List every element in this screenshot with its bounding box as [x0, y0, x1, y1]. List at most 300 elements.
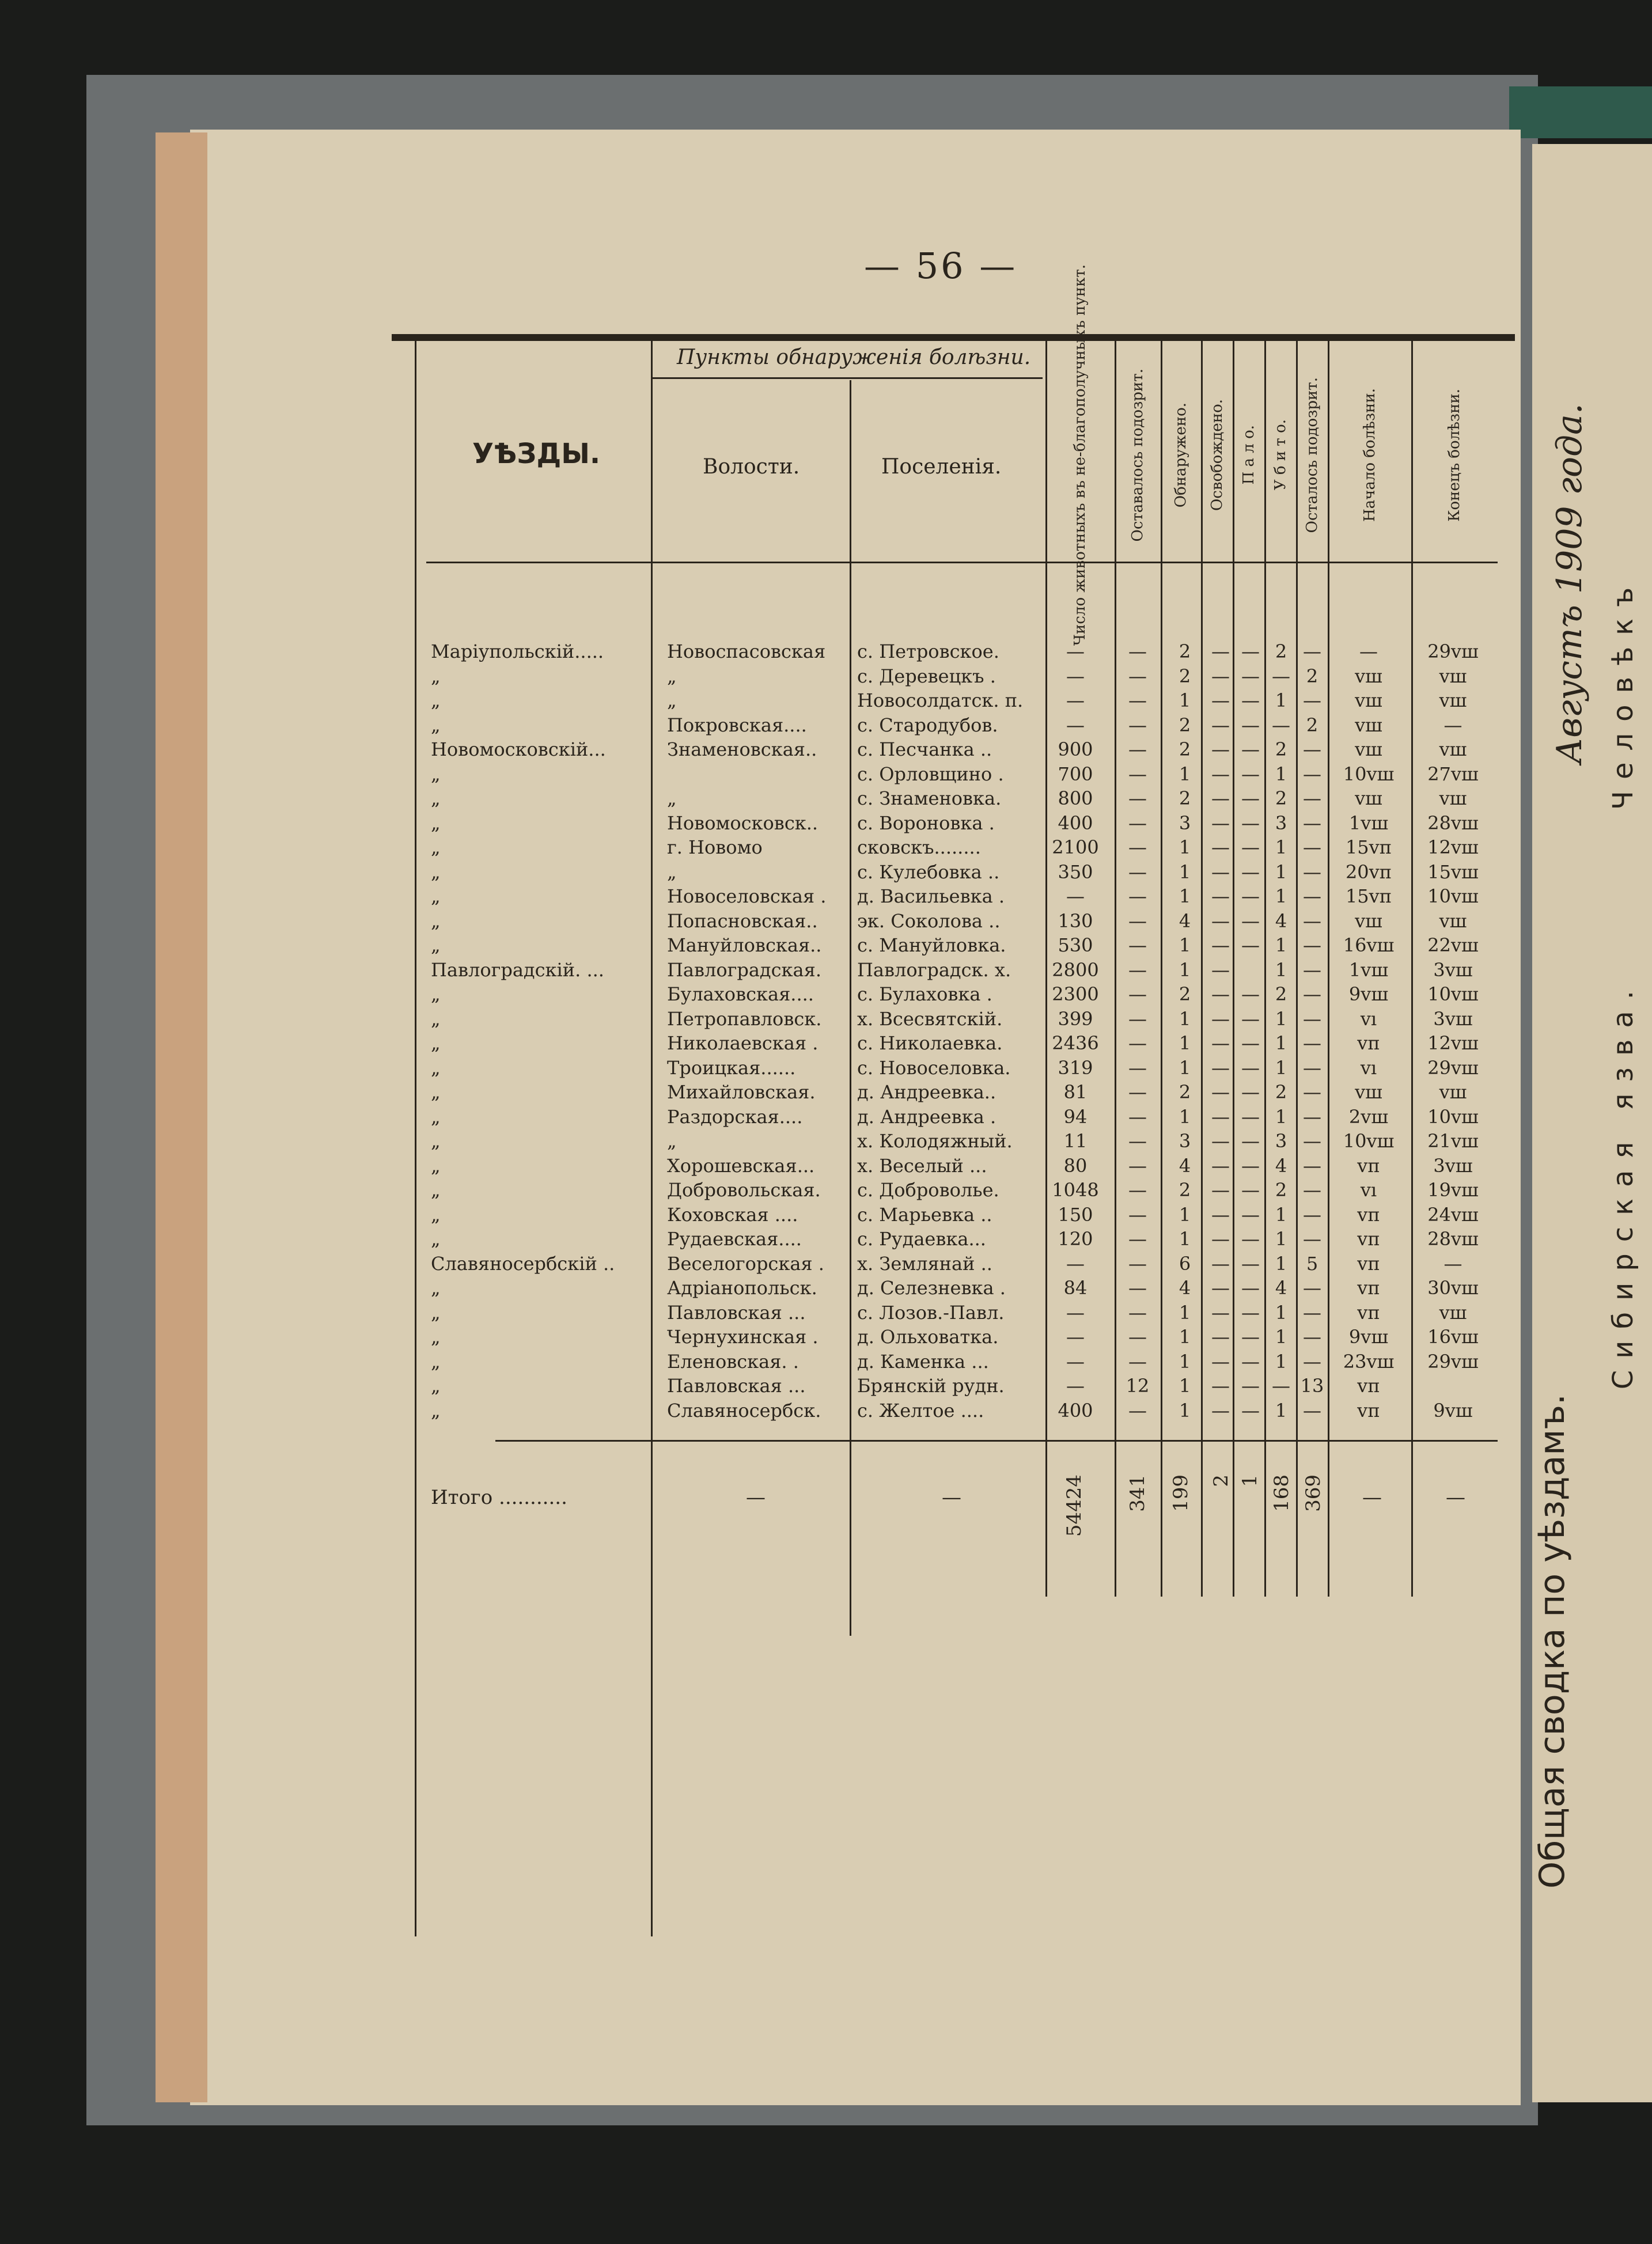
cell-value: 1vш	[1348, 958, 1389, 981]
cell-value: —	[1128, 763, 1147, 785]
cell-value: —	[1128, 1105, 1147, 1128]
cell-value: 2	[1306, 714, 1318, 736]
cell-value: —	[1443, 1252, 1462, 1275]
cell-value: 1	[1275, 861, 1287, 883]
cell-value: —	[1303, 1081, 1321, 1103]
cell-volost: Еленовская. .	[667, 1350, 799, 1373]
cell-poselenie: с. Лозов.-Павл.	[857, 1301, 1005, 1324]
totals-label: Итого ...........	[431, 1486, 567, 1509]
cell-poselenie: Брянскій рудн.	[857, 1375, 1005, 1397]
cell-uezd: Павлоградскій. ...	[431, 958, 604, 981]
cell-value: 1	[1275, 836, 1287, 858]
cell-value: vı	[1360, 1056, 1377, 1079]
header-col-freed: Освобождено.	[1208, 399, 1226, 511]
cell-poselenie: Новосолдатск. п.	[857, 689, 1024, 711]
table-row	[426, 909, 1498, 933]
cell-uezd: „	[431, 1277, 441, 1299]
cell-value: —	[1241, 1105, 1260, 1128]
cell-value: —	[1241, 861, 1260, 883]
cell-value: vı	[1360, 1179, 1377, 1201]
cell-value: 1	[1179, 1105, 1191, 1128]
cell-value: —	[1128, 1007, 1147, 1030]
cell-value: 1	[1275, 1228, 1287, 1250]
cell-value: 350	[1058, 861, 1093, 883]
cell-value: 1	[1275, 1252, 1287, 1275]
cell-value: 94	[1063, 1105, 1088, 1128]
cell-value: 2	[1179, 640, 1191, 662]
table-row	[426, 664, 1498, 688]
cell-value: —	[1241, 640, 1260, 662]
col-line	[415, 341, 416, 1936]
cell-volost: Новоспасовская	[667, 640, 826, 662]
cell-value: vп	[1357, 1032, 1380, 1054]
header-col-remained-suspect: Оставалось подозрит.	[1129, 368, 1147, 542]
cell-value: 150	[1058, 1203, 1093, 1226]
cell-value: —	[1066, 665, 1085, 687]
cell-value: vш	[1439, 1081, 1467, 1103]
table-row	[426, 1056, 1498, 1080]
cell-value: 1	[1179, 1399, 1191, 1422]
cell-volost: Раздорская....	[667, 1105, 803, 1128]
cell-value: 2	[1179, 983, 1191, 1005]
cell-poselenie: с. Стародубов.	[857, 714, 998, 736]
cell-value: —	[1128, 958, 1147, 981]
cell-value: —	[1066, 885, 1085, 907]
cell-value: —	[1128, 1228, 1147, 1250]
cell-value: —	[1241, 1203, 1260, 1226]
cell-value: —	[1211, 812, 1230, 834]
cell-value: 1	[1275, 689, 1287, 711]
cell-value: 1	[1179, 1007, 1191, 1030]
cell-value: 800	[1058, 787, 1093, 809]
cell-value: —	[1211, 1032, 1230, 1054]
page-number: — 56 —	[864, 245, 1018, 287]
cell-value: —	[1128, 1154, 1147, 1177]
cell-uezd: „	[431, 1105, 441, 1128]
cell-value: —	[1303, 1179, 1321, 1201]
cell-value: —	[1303, 1228, 1321, 1250]
cell-value: —	[1211, 1056, 1230, 1079]
cell-value: 2	[1179, 1081, 1191, 1103]
cell-uezd: „	[431, 787, 441, 809]
cell-value: vш	[1355, 909, 1382, 932]
cell-value: —	[1211, 1154, 1230, 1177]
cell-value: —	[1303, 861, 1321, 883]
cell-value: —	[1241, 714, 1260, 736]
table-row	[426, 958, 1498, 982]
cell-volost: Мануйловская..	[667, 934, 822, 956]
cell-value: —	[1303, 787, 1321, 809]
cell-value: —	[1241, 1326, 1260, 1348]
cell-value: —	[1272, 665, 1290, 687]
cell-poselenie: с. Марьевка ..	[857, 1203, 992, 1226]
cell-value: —	[1303, 836, 1321, 858]
cell-value: —	[1303, 1130, 1321, 1152]
cell-poselenie: х. Землянай ..	[857, 1252, 992, 1275]
cell-value: vш	[1355, 689, 1382, 711]
header-col-animals: Число животныхъ въ не-благополучныхъ пункт.	[1071, 264, 1089, 646]
cell-value: —	[1066, 689, 1085, 711]
cell-value: 4	[1275, 1277, 1287, 1299]
header-col-killed: У б и т о.	[1271, 419, 1289, 491]
cell-value: 1	[1179, 1032, 1191, 1054]
cell-value: 1	[1179, 1301, 1191, 1324]
cell-uezd: „	[431, 885, 441, 907]
cell-value: —	[1241, 689, 1260, 711]
cell-poselenie: д. Ольховатка.	[857, 1326, 999, 1348]
cell-uezd: „	[431, 689, 441, 711]
cell-value: 2	[1179, 738, 1191, 760]
cell-value: —	[1241, 1130, 1260, 1152]
cell-value: —	[1211, 714, 1230, 736]
cell-value: —	[1128, 1179, 1147, 1201]
cell-value: 81	[1063, 1081, 1088, 1103]
cell-value: —	[1128, 983, 1147, 1005]
table-row	[426, 835, 1498, 859]
cell-value: 2	[1179, 1179, 1191, 1201]
cell-poselenie: д. Андреевка .	[857, 1105, 996, 1128]
cell-poselenie: х. Всесвятскій.	[857, 1007, 1003, 1030]
cell-value: 399	[1058, 1007, 1093, 1030]
cell-value: —	[1303, 958, 1321, 981]
cell-value: —	[1211, 1081, 1230, 1103]
cell-value: —	[1211, 1252, 1230, 1275]
cell-uezd: „	[431, 1326, 441, 1348]
cell-value: —	[1241, 1228, 1260, 1250]
cell-volost: Славяносербск.	[667, 1399, 821, 1422]
table-row	[426, 1007, 1498, 1031]
cell-value: —	[1128, 714, 1147, 736]
cell-value: 1	[1275, 958, 1287, 981]
cell-volost: „	[667, 665, 677, 687]
table-row	[426, 786, 1498, 810]
cell-value: 4	[1179, 1277, 1191, 1299]
table-row	[426, 1276, 1498, 1300]
cell-volost: „	[667, 787, 677, 809]
cell-value: 2vш	[1348, 1105, 1389, 1128]
cell-value: 2	[1179, 665, 1191, 687]
cell-poselenie: д. Селезневка .	[857, 1277, 1006, 1299]
cell-volost: Булаховская....	[667, 983, 814, 1005]
table-row	[426, 1203, 1498, 1227]
cell-value: —	[1211, 958, 1230, 981]
table-row	[426, 811, 1498, 835]
page-edge	[156, 132, 207, 2102]
cell-value: —	[1128, 665, 1147, 687]
cell-volost: Хорошевская...	[667, 1154, 815, 1177]
cell-value: —	[1066, 1252, 1085, 1275]
cell-value: 1	[1179, 1203, 1191, 1226]
cell-value: 22vш	[1427, 934, 1479, 956]
cell-value: 27vш	[1427, 763, 1479, 785]
cell-value: —	[1128, 861, 1147, 883]
cell-value: —	[1241, 934, 1260, 956]
cell-volost: Новомосковск..	[667, 812, 819, 834]
cell-value: —	[1211, 1203, 1230, 1226]
cell-poselenie: с. Мануйловка.	[857, 934, 1006, 956]
cell-value: —	[1241, 1179, 1260, 1201]
cell-volost: Новоселовская .	[667, 885, 827, 907]
cell-value: —	[1128, 1277, 1147, 1299]
table-row	[426, 1374, 1498, 1398]
cell-uezd: „	[431, 1228, 441, 1250]
cell-value: —	[1443, 714, 1462, 736]
cell-value: 2	[1275, 1081, 1287, 1103]
cell-value: 1	[1179, 934, 1191, 956]
cell-value: 1	[1179, 836, 1191, 858]
table-row	[426, 1154, 1498, 1178]
cell-uezd: „	[431, 836, 441, 858]
cell-value: —	[1303, 812, 1321, 834]
cell-value: 2	[1275, 738, 1287, 760]
cell-value: —	[1211, 665, 1230, 687]
cell-value: 400	[1058, 812, 1093, 834]
table-row	[426, 1105, 1498, 1129]
cell-value: —	[1241, 1081, 1260, 1103]
cell-uezd: „	[431, 1056, 441, 1079]
cell-value: 24vш	[1427, 1203, 1479, 1226]
cell-value: 21vш	[1427, 1130, 1479, 1152]
header-poseleniya: Поселенія.	[881, 455, 1002, 479]
cell-uezd: „	[431, 1350, 441, 1373]
cell-value: vı	[1360, 1007, 1377, 1030]
cell-value: 10vш	[1343, 763, 1395, 785]
cell-value: vп	[1357, 1252, 1380, 1275]
header-col-detected: Обнаружено.	[1172, 402, 1190, 508]
cell-uezd: „	[431, 714, 441, 736]
table-row	[426, 1325, 1498, 1349]
table-row	[426, 1252, 1498, 1276]
side-chelovek: Человѣкъ	[1607, 576, 1639, 810]
cell-value: —	[1128, 934, 1147, 956]
cell-poselenie: х. Веселый ...	[857, 1154, 987, 1177]
cell-volost: Петропавловск.	[667, 1007, 822, 1030]
cell-poselenie: с. Желтое ....	[857, 1399, 984, 1422]
cell-value: —	[1211, 1130, 1230, 1152]
cell-value: 1	[1179, 1056, 1191, 1079]
cell-value: —	[1211, 1007, 1230, 1030]
cell-value: —	[1128, 1203, 1147, 1226]
table-top-rule	[392, 334, 1515, 341]
cell-value: vш	[1439, 665, 1467, 687]
cell-value: —	[1241, 738, 1260, 760]
cell-value: —	[1128, 1056, 1147, 1079]
cell-value: 28vш	[1427, 812, 1479, 834]
total-value: 168	[1270, 1474, 1293, 1512]
table-row	[426, 982, 1498, 1006]
table-row	[426, 1301, 1498, 1325]
cell-value: —	[1241, 1399, 1260, 1422]
cell-value: 1	[1275, 1350, 1287, 1373]
cell-value: 2436	[1052, 1032, 1099, 1054]
cell-value: —	[1303, 689, 1321, 711]
cell-uezd: „	[431, 1203, 441, 1226]
cell-poselenie: Павлоградск. х.	[857, 958, 1011, 981]
cell-value: 1	[1275, 1203, 1287, 1226]
cell-value: 3vш	[1433, 958, 1473, 981]
cell-value: vш	[1355, 738, 1382, 760]
header-col-end: Конецъ болѣзни.	[1446, 388, 1464, 522]
cell-value: vп	[1357, 1277, 1380, 1299]
cell-value: —	[1241, 1350, 1260, 1373]
total-value: 341	[1126, 1474, 1149, 1512]
cell-value: —	[1128, 1350, 1147, 1373]
cell-value: —	[1066, 714, 1085, 736]
cell-value: 1048	[1052, 1179, 1099, 1201]
cell-value: 2100	[1052, 836, 1099, 858]
total-value: 369	[1302, 1474, 1325, 1512]
cell-value: —	[1303, 1007, 1321, 1030]
cell-value: 5	[1306, 1252, 1318, 1275]
cell-value: vп	[1357, 1375, 1380, 1397]
green-binding	[1509, 86, 1652, 138]
cell-value: vп	[1357, 1301, 1380, 1324]
cell-value: —	[1128, 640, 1147, 662]
cell-value: 80	[1063, 1154, 1088, 1177]
cell-value: 4	[1275, 909, 1287, 932]
cell-poselenie: с. Петровское.	[857, 640, 999, 662]
cell-value: 1	[1179, 1228, 1191, 1250]
cell-value: —	[1241, 1301, 1260, 1324]
cell-value: —	[1211, 738, 1230, 760]
cell-value: —	[1241, 983, 1260, 1005]
cell-value: —	[1128, 1326, 1147, 1348]
cell-value: vп	[1357, 1154, 1380, 1177]
cell-volost: Рудаевская....	[667, 1228, 802, 1250]
cell-uezd: „	[431, 909, 441, 932]
cell-value: —	[1241, 1154, 1260, 1177]
cell-value: 16vш	[1427, 1326, 1479, 1348]
cell-value: —	[1303, 738, 1321, 760]
cell-uezd: „	[431, 1154, 441, 1177]
cell-value: —	[1211, 1375, 1230, 1397]
table-row	[426, 933, 1498, 957]
cell-poselenie: с. Николаевка.	[857, 1032, 1003, 1054]
cell-value: 10vш	[1427, 885, 1479, 907]
cell-value: vш	[1439, 1301, 1467, 1324]
cell-value: —	[1303, 934, 1321, 956]
cell-value: —	[1128, 1301, 1147, 1324]
cell-value: 2	[1275, 787, 1287, 809]
total-value: 54424	[1063, 1474, 1086, 1537]
cell-poselenie: х. Колодяжный.	[857, 1130, 1013, 1152]
cell-uezd: „	[431, 983, 441, 1005]
cell-value: —	[1211, 885, 1230, 907]
cell-value: 29vш	[1427, 1350, 1479, 1373]
body-bottom-rule	[495, 1440, 1498, 1442]
cell-value: —	[1128, 689, 1147, 711]
cell-value: vш	[1439, 909, 1467, 932]
side-title: Общая сводка по уѣздамъ.	[1532, 1394, 1573, 1889]
cell-value: —	[1128, 1130, 1147, 1152]
cell-value: —	[1272, 1375, 1290, 1397]
cell-volost: Веселогорская .	[667, 1252, 824, 1275]
cell-value: —	[1303, 885, 1321, 907]
cell-value: —	[1303, 1277, 1321, 1299]
cell-value: 29vш	[1427, 640, 1479, 662]
header-punkty: Пункты обнаруженія болѣзни.	[677, 346, 1031, 369]
totals-volost: —	[746, 1486, 766, 1509]
cell-value: —	[1211, 1301, 1230, 1324]
cell-value: —	[1241, 665, 1260, 687]
cell-value: 1vш	[1348, 812, 1389, 834]
cell-value: 1	[1179, 689, 1191, 711]
cell-value: —	[1128, 812, 1147, 834]
cell-value: 6	[1179, 1252, 1191, 1275]
cell-value: 1	[1275, 885, 1287, 907]
cell-volost: Чернухинская .	[667, 1326, 819, 1348]
cell-value: —	[1211, 934, 1230, 956]
table-row	[426, 1129, 1498, 1153]
cell-uezd: „	[431, 1130, 441, 1152]
cell-value: 28vш	[1427, 1228, 1479, 1250]
cell-value: —	[1211, 1228, 1230, 1250]
cell-value: 530	[1058, 934, 1093, 956]
cell-value: 4	[1179, 909, 1191, 932]
cell-value: —	[1128, 738, 1147, 760]
cell-value: —	[1128, 1081, 1147, 1103]
cell-value: 1	[1275, 1326, 1287, 1348]
punkty-underline	[651, 377, 1043, 379]
cell-value: 10vш	[1343, 1130, 1395, 1152]
cell-value: 3	[1275, 812, 1287, 834]
cell-value: —	[1241, 885, 1260, 907]
cell-value: 15vп	[1345, 885, 1392, 907]
cell-poselenie: д. Каменка ...	[857, 1350, 989, 1373]
cell-value: —	[1211, 787, 1230, 809]
cell-value: —	[1303, 1154, 1321, 1177]
cell-value: 30vш	[1427, 1277, 1479, 1299]
cell-uezd: „	[431, 1179, 441, 1201]
cell-value: 3	[1179, 1130, 1191, 1152]
cell-volost: Николаевская .	[667, 1032, 819, 1054]
cell-poselenie: с. Знаменовка.	[857, 787, 1002, 809]
cell-value: vш	[1439, 738, 1467, 760]
cell-poselenie: с. Доброволье.	[857, 1179, 999, 1201]
table-row	[426, 1350, 1498, 1374]
cell-poselenie: д. Васильевка .	[857, 885, 1005, 907]
cell-value: —	[1211, 1179, 1230, 1201]
cell-value: —	[1211, 909, 1230, 932]
cell-value: —	[1066, 640, 1085, 662]
cell-uezd: „	[431, 934, 441, 956]
cell-value: vш	[1439, 689, 1467, 711]
cell-value: —	[1303, 1105, 1321, 1128]
cell-value: 9vш	[1433, 1399, 1473, 1422]
cell-value: 84	[1063, 1277, 1088, 1299]
cell-value: 2	[1275, 983, 1287, 1005]
cell-poselenie: с. Рудаевка...	[857, 1228, 986, 1250]
cell-value: —	[1211, 836, 1230, 858]
cell-value: 3	[1179, 812, 1191, 834]
cell-uezd: „	[431, 812, 441, 834]
cell-value: 700	[1058, 763, 1093, 785]
cell-value: 120	[1058, 1228, 1093, 1250]
cell-value: —	[1241, 812, 1260, 834]
table-row	[426, 884, 1498, 908]
cell-value: 1	[1275, 1301, 1287, 1324]
cell-volost: „	[667, 861, 677, 883]
cell-value: 15vш	[1427, 861, 1479, 883]
cell-value: —	[1211, 640, 1230, 662]
cell-value: 2	[1306, 665, 1318, 687]
cell-value: —	[1128, 836, 1147, 858]
cell-value: 1	[1275, 1032, 1287, 1054]
cell-volost: Павловская ...	[667, 1301, 806, 1324]
cell-uezd: „	[431, 763, 441, 785]
cell-value: —	[1211, 1277, 1230, 1299]
header-uezdy: УѢЗДЫ.	[472, 438, 601, 470]
